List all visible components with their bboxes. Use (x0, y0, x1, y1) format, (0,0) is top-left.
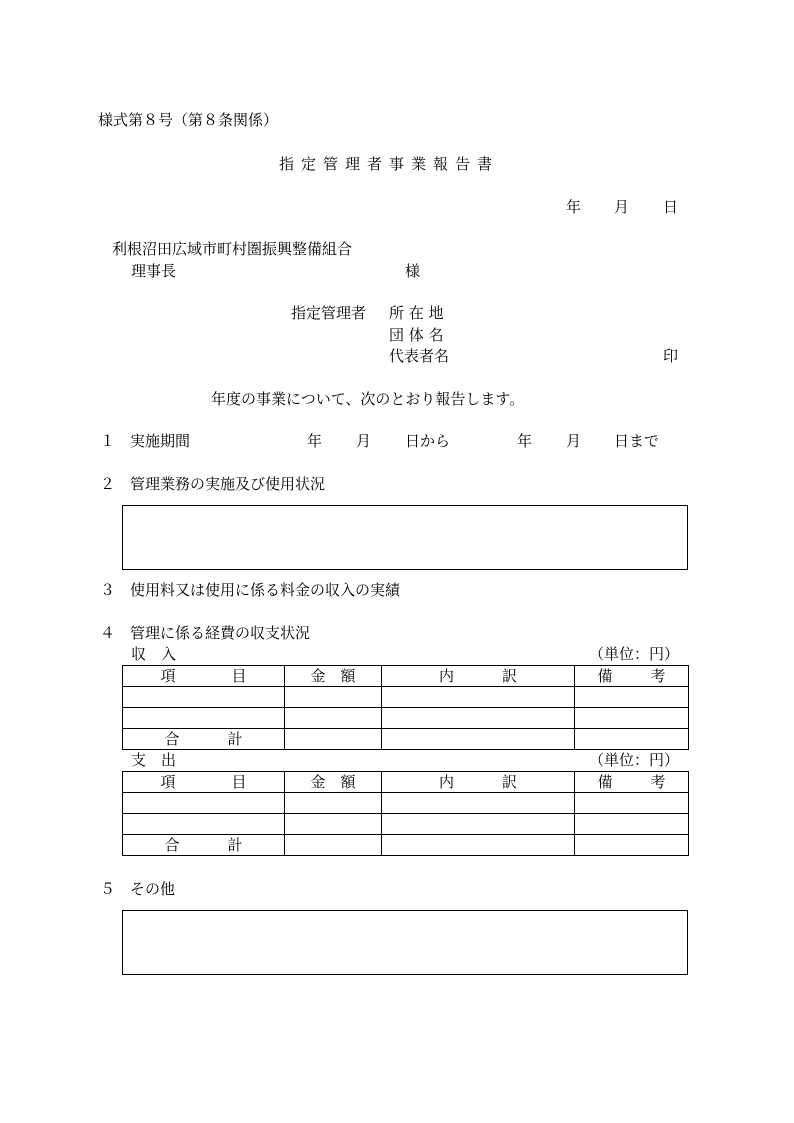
seal-mark: 印 (663, 347, 679, 365)
section-3-title: 使用料又は使用に係る料金の収入の実績 (130, 581, 401, 599)
expense-amount-cell[interactable] (285, 793, 382, 814)
column-header-amount (285, 666, 382, 687)
period-start-month: 月 (356, 432, 372, 450)
expense-total-breakdown-cell[interactable] (382, 835, 575, 856)
addressee-position: 理事長 (131, 262, 177, 280)
income-table (122, 665, 689, 750)
income-total-amount-cell[interactable] (285, 729, 382, 750)
column-header-breakdown (382, 666, 575, 687)
section-1-title: 実施期間 (130, 432, 191, 450)
addressee-honorific: 様 (405, 262, 421, 280)
table-row (123, 708, 689, 729)
period-end-month: 月 (566, 432, 582, 450)
expense-breakdown-cell[interactable] (382, 793, 575, 814)
period-start-day: 日から (405, 432, 451, 450)
remarks-char-1: 備 (597, 667, 613, 685)
income-item-cell[interactable] (123, 708, 285, 729)
total-char-2: 計 (227, 730, 243, 748)
date-year: 年 (566, 198, 582, 216)
item-char-1: 項 (160, 773, 176, 791)
item-char-2: 目 (231, 773, 247, 791)
breakdown-char-2: 訳 (502, 773, 518, 791)
income-breakdown-cell[interactable] (382, 708, 575, 729)
remarks-char-1: 備 (597, 773, 613, 791)
income-remarks-cell[interactable] (575, 708, 689, 729)
address-label: 所 在 地 (389, 304, 444, 322)
total-char-2: 計 (227, 836, 243, 854)
expense-breakdown-cell[interactable] (382, 814, 575, 835)
management-status-box[interactable] (122, 505, 688, 570)
section-3-number: ３ (100, 581, 116, 599)
item-char-1: 項 (160, 667, 176, 685)
period-end-day: 日まで (614, 432, 660, 450)
expense-label: 支 出 (131, 751, 177, 769)
expense-unit-label: （単位：円） (589, 751, 680, 769)
expense-total-row (123, 835, 689, 856)
breakdown-char-2: 訳 (502, 667, 518, 685)
income-total-row (123, 729, 689, 750)
amount-header-text: 金 額 (310, 667, 356, 685)
expense-table (122, 771, 689, 856)
expense-amount-cell[interactable] (285, 814, 382, 835)
income-table-header (123, 666, 689, 687)
section-1-number: １ (100, 432, 116, 450)
income-total-label (123, 729, 285, 750)
addressee-organization: 利根沼田広域市町村圏振興整備組合 (112, 240, 353, 258)
date-month: 月 (614, 198, 630, 216)
income-total-breakdown-cell[interactable] (382, 729, 575, 750)
section-4-title: 管理に係る経費の収支状況 (130, 624, 311, 642)
group-name-label: 団 体 名 (389, 326, 444, 344)
column-header-remarks (575, 666, 689, 687)
item-char-2: 目 (231, 667, 247, 685)
period-end-year: 年 (517, 432, 533, 450)
representative-label: 代表者名 (389, 347, 450, 365)
income-remarks-cell[interactable] (575, 687, 689, 708)
income-breakdown-cell[interactable] (382, 687, 575, 708)
table-row (123, 814, 689, 835)
expense-remarks-cell[interactable] (575, 814, 689, 835)
document-title: 指定管理者事業報告書 (279, 155, 500, 173)
section-2-number: ２ (100, 475, 116, 493)
column-header-item (123, 666, 285, 687)
expense-remarks-cell[interactable] (575, 793, 689, 814)
expense-table-header (123, 772, 689, 793)
designated-manager-label: 指定管理者 (291, 304, 367, 322)
column-header-breakdown (382, 772, 575, 793)
section-5-title: その他 (130, 880, 176, 898)
expense-item-cell[interactable] (123, 814, 285, 835)
breakdown-char-1: 内 (438, 773, 454, 791)
remarks-char-2: 考 (650, 773, 666, 791)
column-header-item (123, 772, 285, 793)
column-header-remarks (575, 772, 689, 793)
column-header-amount (285, 772, 382, 793)
total-char-1: 合 (164, 836, 180, 854)
expense-total-label (123, 835, 285, 856)
section-5-number: ５ (100, 880, 116, 898)
income-amount-cell[interactable] (285, 687, 382, 708)
section-2-title: 管理業務の実施及び使用状況 (130, 475, 326, 493)
intro-text: 年度の事業について、次のとおり報告します。 (211, 390, 525, 408)
date-day: 日 (663, 198, 679, 216)
expense-total-amount-cell[interactable] (285, 835, 382, 856)
period-start-year: 年 (307, 432, 323, 450)
income-amount-cell[interactable] (285, 708, 382, 729)
breakdown-char-1: 内 (438, 667, 454, 685)
income-item-cell[interactable] (123, 687, 285, 708)
income-total-remarks-cell[interactable] (575, 729, 689, 750)
income-label: 収 入 (131, 645, 177, 663)
expense-total-remarks-cell[interactable] (575, 835, 689, 856)
expense-item-cell[interactable] (123, 793, 285, 814)
section-4-number: ４ (100, 624, 116, 642)
income-unit-label: （単位：円） (589, 645, 680, 663)
other-notes-box[interactable] (122, 910, 688, 975)
remarks-char-2: 考 (650, 667, 666, 685)
amount-header-text: 金 額 (310, 773, 356, 791)
table-row (123, 687, 689, 708)
form-number: 様式第８号（第８条関係） (98, 111, 279, 129)
table-row (123, 793, 689, 814)
total-char-1: 合 (164, 730, 180, 748)
